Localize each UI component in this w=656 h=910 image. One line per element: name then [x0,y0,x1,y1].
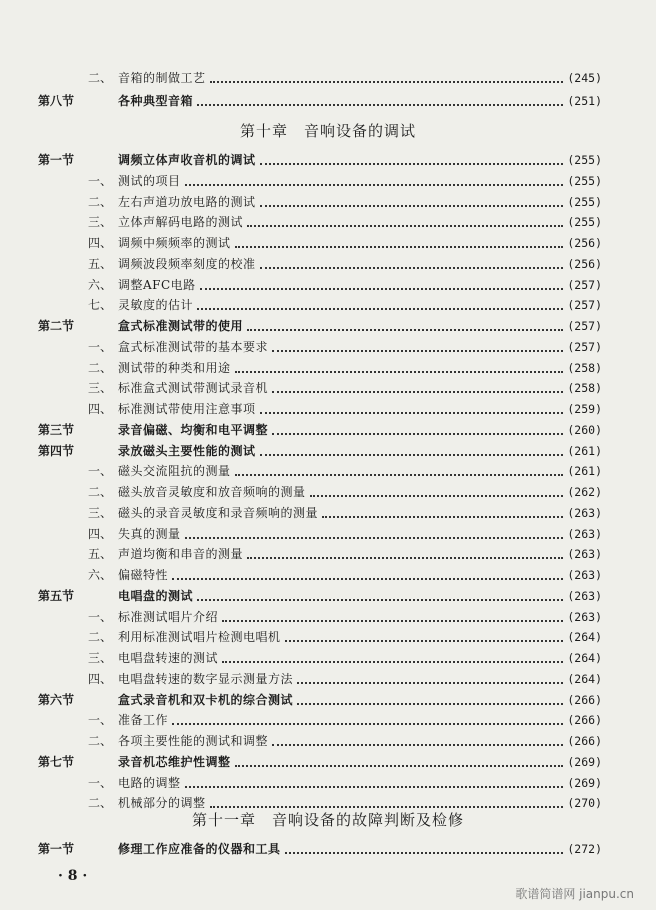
toc-dot-leader [197,599,563,601]
toc-entry-page: (264) [567,630,602,645]
toc-item-row [0,524,656,544]
toc-entry-page: (263) [567,588,602,603]
toc-item-row [0,68,656,88]
toc-item-row [0,565,656,585]
toc-entry-title: 失真的测量 [118,526,181,541]
toc-entry-title: 各种典型音箱 [118,94,194,108]
toc-entry-page: (263) [567,505,602,520]
toc-dot-leader [260,267,564,269]
toc-entry-number: 三、 [87,505,112,520]
toc-entry-page: (262) [567,485,602,499]
toc-entry-title: 电唱盘转速的测试 [118,651,219,665]
toc-entry-title: 测试带的种类和用途 [118,360,231,375]
toc-entry-title: 磁头的录音灵敏度和录音频响的测量 [118,505,319,520]
page-number: · 8 · [58,868,88,884]
toc-section-row [0,420,656,440]
toc-item-row [0,648,656,668]
toc-dot-leader [260,412,564,414]
toc-entry-title: 盒式标准测试带的使用 [118,319,244,333]
toc-entry-page: (255) [567,153,602,167]
toc-entry-number: 第七节 [38,754,75,769]
toc-dot-leader [172,578,563,580]
toc-item-row [0,669,656,689]
toc-entry-page: (264) [567,671,602,686]
toc-item-row [0,254,656,274]
toc-entry-page: (255) [567,215,602,230]
toc-entry-number: 七、 [87,298,112,313]
toc-item-row [0,731,656,751]
toc-item-row [0,275,656,295]
toc-dot-leader [235,474,564,476]
toc-entry-title: 利用标准测试唱片检测电唱机 [118,630,281,645]
toc-item-row [0,358,656,378]
toc-entry-title: 音箱的制做工艺 [118,71,206,85]
toc-entry-title: 录音偏磁、均衡和电平调整 [118,422,269,437]
toc-entry-title: 测试的项目 [118,173,181,188]
toc-entry-number: 二、 [87,630,112,645]
toc-entry-page: (258) [567,360,602,375]
toc-dot-leader [260,205,564,207]
toc-dot-leader [235,246,564,248]
toc-item-row [0,399,656,419]
chapter-heading-10: 第十章 音响设备的调试 [239,122,416,140]
toc-entry-number: 第八节 [38,94,75,108]
toc-entry-title: 修理工作应准备的仪器和工具 [118,842,281,856]
toc-entry-number: 一、 [87,464,112,479]
toc-item-row [0,337,656,357]
toc-dot-leader [260,454,564,456]
toc-entry-page: (251) [567,94,602,108]
toc-entry-title: 调频中频频率的测试 [118,236,231,250]
toc-entry-title: 偏磁特性 [118,568,169,582]
toc-entry-number: 六、 [87,568,112,582]
toc-entry-title: 机械部分的调整 [118,796,206,811]
toc-entry-number: 四、 [87,402,112,416]
toc-entry-title: 电路的调整 [118,775,181,790]
toc-dot-leader [247,225,563,227]
toc-entry-page: (263) [567,547,602,562]
toc-item-row [0,544,656,564]
toc-item-row [0,627,656,647]
watermark-text: 歌谱简谱网 jianpu.cn [515,887,634,901]
toc-dot-leader [272,433,563,435]
toc-entry-number: 第二节 [38,319,75,333]
toc-dot-leader [222,620,563,622]
toc-entry-number: 第五节 [38,588,75,603]
toc-entry-number: 四、 [87,236,112,250]
toc-entry-title: 灵敏度的估计 [118,298,194,313]
toc-entry-page: (266) [567,713,602,728]
toc-dot-leader [235,765,564,767]
toc-dot-leader [272,350,563,352]
toc-entry-page: (258) [567,381,602,396]
toc-section-row [0,441,656,461]
toc-entry-number: 四、 [87,526,112,541]
toc-dot-leader [297,703,563,705]
toc-dot-leader [210,806,564,808]
toc-dot-leader [185,184,564,186]
toc-entry-page: (259) [567,402,602,416]
toc-section-row [0,839,656,859]
toc-dot-leader [260,163,564,165]
toc-entry-number: 五、 [87,547,112,562]
toc-entry-page: (266) [567,692,602,707]
toc-item-row [0,607,656,627]
toc-dot-leader [247,557,563,559]
toc-item-row [0,233,656,253]
toc-entry-title: 电唱盘转速的数字显示测量方法 [118,671,294,686]
toc-item-row [0,192,656,212]
toc-dot-leader [197,308,563,310]
toc-entry-number: 第三节 [38,422,75,437]
toc-entry-title: 调频波段频率刻度的校准 [118,256,256,271]
toc-dot-leader [285,852,564,854]
toc-entry-title: 声道均衡和串音的测量 [118,547,244,562]
toc-entry-title: 盒式录音机和双卡机的综合测试 [118,692,294,707]
toc-entry-title: 左右声道功放电路的测试 [118,194,256,209]
toc-entry-title: 磁头交流阻抗的测量 [118,464,231,479]
toc-entry-title: 调整AFC电路 [118,277,196,292]
toc-item-row [0,171,656,191]
toc-section-row [0,690,656,710]
toc-entry-title: 盒式标准测试带的基本要求 [118,339,269,354]
toc-dot-leader [285,640,564,642]
toc-entry-number: 一、 [87,339,112,354]
toc-dot-leader [235,371,564,373]
toc-entry-title: 各项主要性能的测试和调整 [118,734,269,748]
toc-entry-page: (257) [567,319,602,333]
toc-item-row [0,295,656,315]
toc-entry-number: 二、 [87,194,112,209]
toc-dot-leader [222,661,563,663]
toc-entry-number: 二、 [87,360,112,375]
toc-entry-title: 标准测试带使用注意事项 [118,402,256,416]
toc-section-row [0,150,656,170]
toc-entry-page: (266) [567,734,602,748]
toc-entry-page: (270) [567,796,602,811]
toc-section-row [0,91,656,111]
toc-dot-leader [322,516,563,518]
toc-entry-page: (257) [567,298,602,313]
toc-entry-page: (257) [567,277,602,292]
toc-entry-number: 三、 [87,651,112,665]
toc-entry-title: 准备工作 [118,713,169,728]
toc-entry-page: (245) [567,71,602,85]
toc-item-row [0,482,656,502]
toc-entry-number: 第四节 [38,443,75,458]
toc-entry-page: (263) [567,609,602,624]
toc-item-row [0,378,656,398]
toc-entry-number: 三、 [87,215,112,230]
toc-entry-number: 五、 [87,256,112,271]
toc-entry-number: 第六节 [38,692,75,707]
toc-entry-page: (256) [567,236,602,250]
toc-item-row [0,212,656,232]
toc-dot-leader [247,329,563,331]
toc-section-row [0,316,656,336]
toc-dot-leader [200,288,564,290]
toc-entry-number: 一、 [87,775,112,790]
toc-entry-number: 四、 [87,671,112,686]
toc-entry-number: 第一节 [38,153,75,167]
toc-entry-number: 三、 [87,381,112,396]
toc-entry-number: 一、 [87,713,112,728]
toc-dot-leader [272,744,563,746]
toc-entry-title: 调频立体声收音机的调试 [118,153,256,167]
toc-entry-title: 录音机芯维护性调整 [118,754,231,769]
toc-item-row [0,461,656,481]
toc-dot-leader [185,786,564,788]
toc-item-row [0,710,656,730]
toc-entry-title: 标准测试唱片介绍 [118,609,219,624]
toc-entry-page: (255) [567,173,602,188]
toc-dot-leader [172,723,563,725]
toc-entry-page: (269) [567,775,602,790]
toc-entry-page: (260) [567,422,602,437]
toc-dot-leader [310,495,564,497]
toc-entry-page: (272) [567,842,602,856]
toc-entry-page: (261) [567,443,602,458]
toc-item-row [0,503,656,523]
toc-item-row [0,773,656,793]
toc-entry-number: 二、 [87,485,112,499]
toc-entry-number: 第一节 [38,842,75,856]
toc-entry-title: 录放磁头主要性能的测试 [118,443,256,458]
toc-entry-title: 标准盒式测试带测试录音机 [118,381,269,396]
toc-entry-number: 二、 [87,796,112,811]
toc-entry-number: 二、 [87,71,112,85]
toc-dot-leader [210,81,564,83]
toc-section-row [0,586,656,606]
toc-entry-page: (255) [567,194,602,209]
toc-entry-page: (263) [567,526,602,541]
toc-dot-leader [297,682,563,684]
toc-entry-page: (263) [567,568,602,582]
toc-dot-leader [197,104,563,106]
toc-entry-number: 一、 [87,173,112,188]
toc-entry-title: 磁头放音灵敏度和放音频响的测量 [118,485,306,499]
toc-entry-page: (264) [567,651,602,665]
toc-section-row [0,752,656,772]
toc-dot-leader [272,391,563,393]
toc-entry-number: 一、 [87,609,112,624]
toc-entry-page: (261) [567,464,602,479]
toc-entry-page: (256) [567,256,602,271]
toc-entry-title: 立体声解码电路的测试 [118,215,244,230]
toc-entry-number: 六、 [87,277,112,292]
toc-entry-number: 二、 [87,734,112,748]
toc-dot-leader [185,537,564,539]
toc-entry-page: (269) [567,754,602,769]
chapter-heading-11: 第十一章 音响设备的故障判断及检修 [191,811,464,829]
toc-entry-title: 电唱盘的测试 [118,588,194,603]
toc-entry-page: (257) [567,339,602,354]
